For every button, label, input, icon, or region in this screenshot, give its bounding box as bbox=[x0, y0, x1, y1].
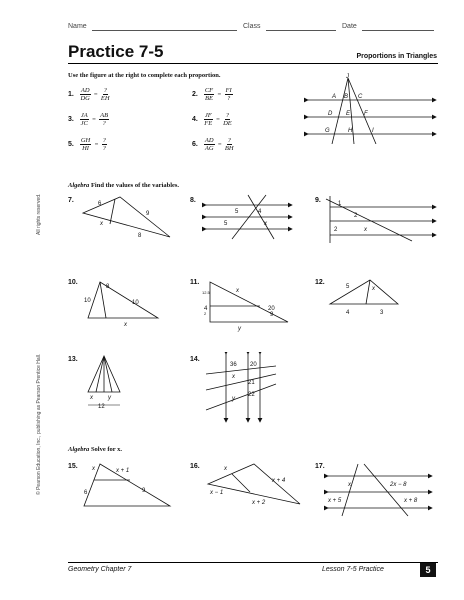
page-subtitle: Proportions in Triangles bbox=[356, 53, 437, 60]
section2-text: Find the values of the variables. bbox=[90, 182, 180, 189]
p10-label-10a: 10 bbox=[84, 298, 91, 304]
problem-17-number: 17. bbox=[315, 463, 325, 470]
proportion-right-fraction[interactable] bbox=[102, 137, 107, 152]
equals-sign: = bbox=[217, 141, 222, 148]
proportion-item bbox=[68, 137, 107, 152]
right-numerator: ? bbox=[102, 137, 106, 144]
section3-text: Solve for x. bbox=[90, 446, 123, 453]
section3-instruction bbox=[68, 446, 122, 453]
problem-7-figure bbox=[80, 193, 180, 243]
problem-15-number: 15. bbox=[68, 463, 78, 470]
proportion-left-fraction bbox=[80, 87, 91, 102]
p17-label-x: x bbox=[348, 482, 351, 488]
p16-label-x-minus-1: x − 1 bbox=[210, 490, 224, 496]
p16-label-x: x bbox=[224, 466, 227, 472]
p14-label-y: y bbox=[232, 396, 235, 402]
problem-14-number: 14. bbox=[190, 356, 200, 363]
fig-label-f: F bbox=[364, 111, 368, 117]
equals-sign: = bbox=[217, 91, 222, 98]
p7-label-x: x bbox=[100, 221, 103, 227]
proportion-figure bbox=[298, 72, 440, 144]
p8-label-4: 4 bbox=[258, 209, 262, 215]
p11-left-label-1: 12.5 bbox=[202, 290, 210, 295]
left-numerator: AD bbox=[80, 87, 90, 94]
fig-label-a: A bbox=[332, 94, 337, 100]
proportion-item bbox=[192, 87, 233, 102]
problem-8-figure bbox=[202, 193, 294, 243]
fig-label-h: H bbox=[348, 128, 353, 134]
p13-label-y: y bbox=[108, 395, 111, 401]
left-numerator: GH bbox=[80, 137, 91, 144]
p9-label-2b: 2 bbox=[334, 227, 338, 233]
p12-label-4: 4 bbox=[346, 310, 350, 316]
p16-label-x-plus-4: x + 4 bbox=[272, 478, 286, 484]
proportion-number: 2. bbox=[192, 91, 198, 98]
class-blank[interactable] bbox=[266, 30, 336, 31]
right-denominator: ? bbox=[102, 145, 106, 152]
left-numerator: CF bbox=[204, 87, 214, 94]
problem-8-number: 8. bbox=[190, 197, 196, 204]
p11-label-9: 9 bbox=[270, 312, 274, 318]
p9-label-1: 1 bbox=[338, 201, 342, 207]
p13-label-x: x bbox=[90, 395, 93, 401]
date-label: Date bbox=[342, 23, 357, 30]
p10-label-x: x bbox=[124, 322, 127, 328]
section2-algebra: Algebra bbox=[68, 182, 90, 189]
class-label: Class bbox=[243, 23, 261, 30]
p12-label-3: 3 bbox=[380, 310, 384, 316]
proportion-right-fraction[interactable] bbox=[223, 112, 232, 127]
right-denominator: BH bbox=[224, 145, 234, 152]
p14-label-22: 22 bbox=[248, 392, 255, 398]
proportion-number: 4. bbox=[192, 116, 198, 123]
p8-label-5b: 5 bbox=[224, 221, 228, 227]
problem-13-figure bbox=[82, 352, 132, 414]
proportion-item bbox=[192, 137, 234, 152]
proportion-item bbox=[192, 112, 232, 127]
proportion-number: 6. bbox=[192, 141, 198, 148]
proportion-right-fraction[interactable] bbox=[225, 137, 234, 152]
p11-label-y: y bbox=[238, 326, 241, 332]
p11-label-x: x bbox=[236, 288, 239, 294]
p15-label-x-plus-1: x + 1 bbox=[116, 468, 130, 474]
page-number: 5 bbox=[420, 563, 436, 577]
problem-9-number: 9. bbox=[315, 197, 321, 204]
rights-note: All rights reserved. bbox=[36, 193, 42, 235]
p12-label-5: 5 bbox=[346, 284, 350, 290]
problem-11-figure bbox=[200, 276, 300, 334]
p9-label-x: x bbox=[364, 227, 367, 233]
proportion-item bbox=[68, 87, 110, 102]
page-title: Practice 7-5 bbox=[68, 42, 164, 61]
proportion-left-fraction bbox=[204, 137, 215, 152]
proportion-item bbox=[68, 112, 109, 127]
section3-algebra: Algebra bbox=[68, 446, 90, 453]
p17-label-x-plus-5: x + 5 bbox=[328, 498, 342, 504]
right-numerator: AB bbox=[100, 112, 109, 119]
p16-label-x-plus-2: x + 2 bbox=[252, 500, 266, 506]
p8-label-x: x bbox=[264, 221, 267, 227]
proportion-left-fraction bbox=[204, 87, 214, 102]
problem-7-number: 7. bbox=[68, 197, 74, 204]
proportion-left-fraction bbox=[80, 137, 91, 152]
right-denominator: EH bbox=[100, 95, 110, 102]
problem-12-number: 12. bbox=[315, 279, 325, 286]
left-denominator: FE bbox=[204, 120, 213, 127]
proportion-number: 1. bbox=[68, 91, 74, 98]
left-numerator: JA bbox=[80, 112, 88, 119]
problem-10-number: 10. bbox=[68, 279, 78, 286]
p7-label-6: 6 bbox=[98, 201, 102, 207]
proportion-right-fraction[interactable] bbox=[225, 87, 233, 102]
section1-instruction: Use the figure at the right to complete each proportion. bbox=[68, 72, 221, 79]
proportion-right-fraction[interactable] bbox=[99, 112, 109, 127]
p12-label-x: x bbox=[372, 286, 375, 292]
proportion-number: 5. bbox=[68, 141, 74, 148]
problem-17-figure bbox=[324, 460, 436, 518]
left-denominator: DG bbox=[80, 95, 90, 102]
problem-14-figure bbox=[204, 352, 280, 424]
copyright-note: © Pearson Education, Inc., publishing as Pearson Prentice Hall. bbox=[36, 353, 42, 495]
right-denominator: DE bbox=[223, 120, 232, 127]
right-numerator: ? bbox=[227, 137, 231, 144]
problem-15-figure bbox=[80, 460, 180, 512]
left-denominator: JC bbox=[80, 120, 88, 127]
p15-label-9: 9 bbox=[142, 488, 146, 494]
left-numerator: JF bbox=[204, 112, 212, 119]
p10-label-8: 8 bbox=[106, 284, 110, 290]
footer-rule bbox=[68, 562, 438, 563]
right-denominator: ? bbox=[102, 120, 106, 127]
p14-label-20: 20 bbox=[250, 362, 257, 368]
proportion-right-fraction[interactable] bbox=[101, 87, 110, 102]
problem-12-figure bbox=[326, 276, 416, 321]
problem-10-figure bbox=[80, 276, 170, 331]
proportion-number: 3. bbox=[68, 116, 74, 123]
p15-label-6: 6 bbox=[84, 490, 88, 496]
right-numerator: ? bbox=[103, 87, 107, 94]
p10-label-10b: 10 bbox=[132, 300, 139, 306]
problem-16-number: 16. bbox=[190, 463, 200, 470]
p11-label-4: 4 bbox=[204, 306, 208, 312]
p13-label-12: 12 bbox=[98, 404, 105, 410]
footer-right: Lesson 7-5 Practice bbox=[322, 566, 384, 573]
p17-label-x-plus-8: x + 8 bbox=[404, 498, 418, 504]
date-blank[interactable] bbox=[362, 30, 434, 31]
proportion-left-fraction bbox=[80, 112, 89, 127]
right-numerator: FI bbox=[225, 87, 232, 94]
p15-label-x: x bbox=[92, 466, 95, 472]
p8-label-5a: 5 bbox=[235, 209, 239, 215]
equals-sign: = bbox=[93, 91, 98, 98]
problem-11-number: 11. bbox=[190, 279, 200, 286]
left-denominator: AG bbox=[204, 145, 214, 152]
p14-label-21: 21 bbox=[248, 380, 255, 386]
fig-label-e: E bbox=[346, 111, 351, 117]
section2-instruction bbox=[68, 182, 179, 189]
left-denominator: HI bbox=[82, 145, 89, 152]
title-rule bbox=[68, 63, 438, 64]
equals-sign: = bbox=[91, 116, 97, 123]
p7-label-9: 9 bbox=[146, 211, 150, 217]
right-numerator: ? bbox=[225, 112, 230, 119]
problem-13-number: 13. bbox=[68, 356, 78, 363]
fig-label-i: I bbox=[372, 128, 374, 134]
left-numerator: AD bbox=[204, 137, 214, 144]
p9-label-2a: 2 bbox=[354, 213, 358, 219]
proportion-left-fraction bbox=[204, 112, 213, 127]
equals-sign: = bbox=[94, 141, 99, 148]
p14-label-36: 36 bbox=[230, 362, 237, 368]
p17-label-2x-minus-8: 2x − 8 bbox=[390, 482, 407, 488]
p7-label-8: 8 bbox=[138, 233, 142, 239]
p11-left-label-2: 2 bbox=[204, 311, 207, 316]
problem-9-figure bbox=[324, 193, 439, 245]
p14-label-x: x bbox=[232, 374, 235, 380]
left-denominator: BE bbox=[205, 95, 213, 102]
name-blank[interactable] bbox=[92, 30, 237, 31]
problem-16-figure bbox=[202, 460, 306, 512]
p11-label-20: 20 bbox=[268, 306, 275, 312]
equals-sign: = bbox=[215, 116, 221, 123]
fig-label-c: C bbox=[358, 94, 363, 100]
name-label: Name bbox=[68, 23, 87, 30]
right-denominator: ? bbox=[226, 95, 231, 102]
fig-label-j: J bbox=[346, 74, 349, 80]
fig-label-b: B bbox=[344, 94, 349, 100]
fig-label-g: G bbox=[325, 128, 330, 134]
fig-label-d: D bbox=[328, 111, 333, 117]
footer-left: Geometry Chapter 7 bbox=[68, 566, 132, 573]
